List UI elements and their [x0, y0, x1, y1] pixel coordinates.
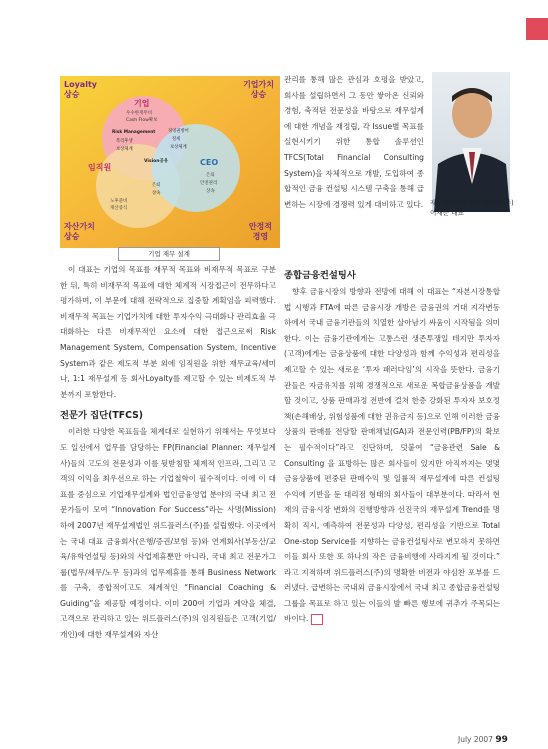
overlap-right-3: 보상체계: [170, 145, 187, 150]
ceo-item-3: 상속: [206, 189, 215, 194]
corner-bottom-right: 안정적 경영: [248, 222, 272, 241]
overlap-right-2: 절세: [172, 137, 181, 142]
right-column-top: [284, 72, 424, 212]
portrait-graphic: [432, 72, 510, 212]
corner-top-right: 기업가치 상승: [243, 80, 274, 99]
section-title-tfcs: 전문가 집단(TFCS): [60, 410, 144, 422]
left-paragraph-2: 이러한 다양한 목표들을 체계대로 실현하기 위해서는 무엇보다도 일선에서 업무를 담당하는 FP(Financial Planner: 재무설계사)들의 고도의 전문성과 이를 뒷받침할 체계적 인프라, 그리고 고객의 이익을 최우선으로 하는 기업철학이 필수적이다. 이에 이 대표를 중심으로 기업재무설계와 법인금융영업 분야의 국내 최고 전문가들이 모여 “Innovation For Success”라는 사명(Mission)하에 2007년 재무설계법인 위드플러스(주)를 설립했다. 이곳에서는 국내 대표 금융회사(은행/증권/보험 등)와 연계회사(부동산/교육/유학연설팅 등)와의 사업제휴뿐만 아니라, 국내 최고 전문가그룹(법무/세무/노무 등)과의 업무제휴를 통해 Business Network를 구축, 종합적이고도 체계적인 “Financial Coaching & Guiding”을 제공할 예정이다. 이미 200여 기업과 계약을 체결, 고객으로 관리하고 있는 위드플러스(주)의 임직원들은 고객(기업/개인)에 대한 재무설계와 자산: [60, 427, 276, 640]
overlap-bottom-2: 상속: [152, 191, 161, 196]
overlap-center: Vision공유: [144, 159, 169, 164]
page-number: 99: [495, 735, 508, 745]
overlap-left-2: 복리후생: [116, 139, 133, 144]
enterprise-item-1: 우수한재무비: [126, 111, 153, 116]
overlap-left-1: Risk Management: [112, 130, 156, 135]
page-footer: [458, 735, 508, 745]
diagram-caption: 기업 재무 설계: [118, 247, 220, 261]
overlap-bottom-1: 은퇴: [152, 183, 161, 188]
ceo-label: CEO: [200, 158, 219, 167]
photo-caption-name: 이재준 대표: [430, 209, 464, 217]
corner-bottom-left: 자산가치 상승: [64, 222, 95, 241]
ceo-circle: [152, 124, 240, 212]
corporate-finance-diagram: [60, 76, 280, 248]
ceo-photo: [432, 72, 510, 212]
photo-caption-company: 재무설계법인 위드플러스(주): [430, 199, 514, 207]
right-paragraph: [284, 284, 500, 627]
overlap-left-3: 보상체계: [116, 147, 133, 152]
individual-label: 임직원: [88, 163, 112, 172]
individual-item-2: 재산증식: [110, 206, 128, 211]
left-column: [60, 262, 276, 643]
left-paragraph-1: 이 대표는 기업의 목표를 재무적 목표와 비재무적 목표로 구분한 뒤, 특히 비재무적 목표에 대한 체계적 시장접근이 전무하다고 평가하며, 이 부문에 대해 전략적으로 집중할 계획임을 피력했다. 비재무적 목표는 기업가치에 대한 투자수익 극대화나 관리효율 극대화하는 다른 비재무적인 요소에 대한 접근으로써 Risk Management System, Compensation System, Incentive System과 같은 제도적 부분 외에 임직원을 위한 재무교육/세미나, 1:1 재무설계 등 회사Loyalty를 제고할 수 있는 비제도적 부분까지 포함한다.: [60, 265, 276, 399]
ceo-item-1: 은퇴: [206, 173, 215, 178]
overlap-right-1: 경영권방어: [168, 129, 189, 134]
footer-month: July 2007: [458, 735, 493, 744]
enterprise-item-2: Cash Flow확보: [126, 118, 158, 123]
enterprise-label: 기업: [134, 99, 150, 108]
corner-top-left: Loyalty 상승: [64, 80, 97, 99]
individual-item-1: 노후준비: [110, 199, 128, 204]
right-column: [284, 268, 500, 627]
right-top-paragraph: 관리를 통해 많은 관심과 호평을 받았고, 회사를 설립하면서 그 동안 쌓아온 신뢰와 경험, 축적된 전문성을 바탕으로 재무설계에 대한 개념을 재정립, 각 Issue별 목표를 실현시키기 위한 통합 솔루션인 TFCS(Total Financial Consulting System)을 자체적으로 개발, 도입하여 종합적인 금융 컨설팅 시스템 구축을 통해 급변하는 시장에 경쟁력 있게 대비하고 있다.: [284, 75, 424, 209]
section-tab-marker: [526, 18, 548, 40]
end-of-article-icon: [311, 614, 323, 625]
ceo-item-2: 안전관리: [200, 181, 218, 186]
right-paragraph-text: 향후 금융시장의 방향과 전망에 대해 이 대표는 “자본시장통합법 시행과 FTA에 따른 금융시장 개방은 금융권의 거대 지각변동 하에서 국내 금융기관들의 치열한 살아남기 싸움이 시작됨을 의미한다. 이는 금융기관에게는 고통스런 생존투쟁일 테지만 투자자(고객)에게는 금융상품에 대한 다양성과 함께 수익성과 편리성을 제고할 수 있는 새로운 ‘투자 패러다임’의 시작을 뜻한다. 금융기관들은 자금유치를 위해 경쟁적으로 새로운 복합금융상품을 개발할 것이고, 상품 판매과정 전반에 걸쳐 한층 강화된 투자자 보호정책(손해배상, 위험성품에 대한 권유금지 등)으로 인해 이러한 금융상품의 판매를 전담할 판매채널(GA)과 전문인력(PB/FP)의 확보는 필수적이다”라고 진단하며, 덧붙여 “금융관련 Sale & Consulting 을 표방하는 많은 회사들이 있지만 아직까지는 몇몇 금융상품에 편중된 판매수익 및 일률적 재무설계에 따른 컨설팅 수익에 기반을 둔 대리점 형태의 회사들이 대부분이다. 따라서 현재의 금융시장 변화의 진행방향과 선진국의 재무설계 Trend를 명확히 직시, 예측하여 전문성과 다양성, 편리성을 기반으로 Total One-stop Service를 지향하는 금융컨설팅사로 변모하지 못하면 이들 회사 또한 또 하나의 작은 금융비행에 사라지게 될 것이다.” 라고 지적하며 위드플러스(주)의 명확한 비전과 야심찬 포부를 드러냈다. 급변하는 국내외 금융시장에서 국내 최고 종합금융컨설팅 그룹을 목표로 하고 있는 이들의 발 빠른 행보에 귀추가 주목되는 바이다.: [284, 287, 500, 624]
section-title-consulting: 종합금융컨설팅사: [284, 270, 356, 281]
photo-caption: [430, 198, 520, 218]
